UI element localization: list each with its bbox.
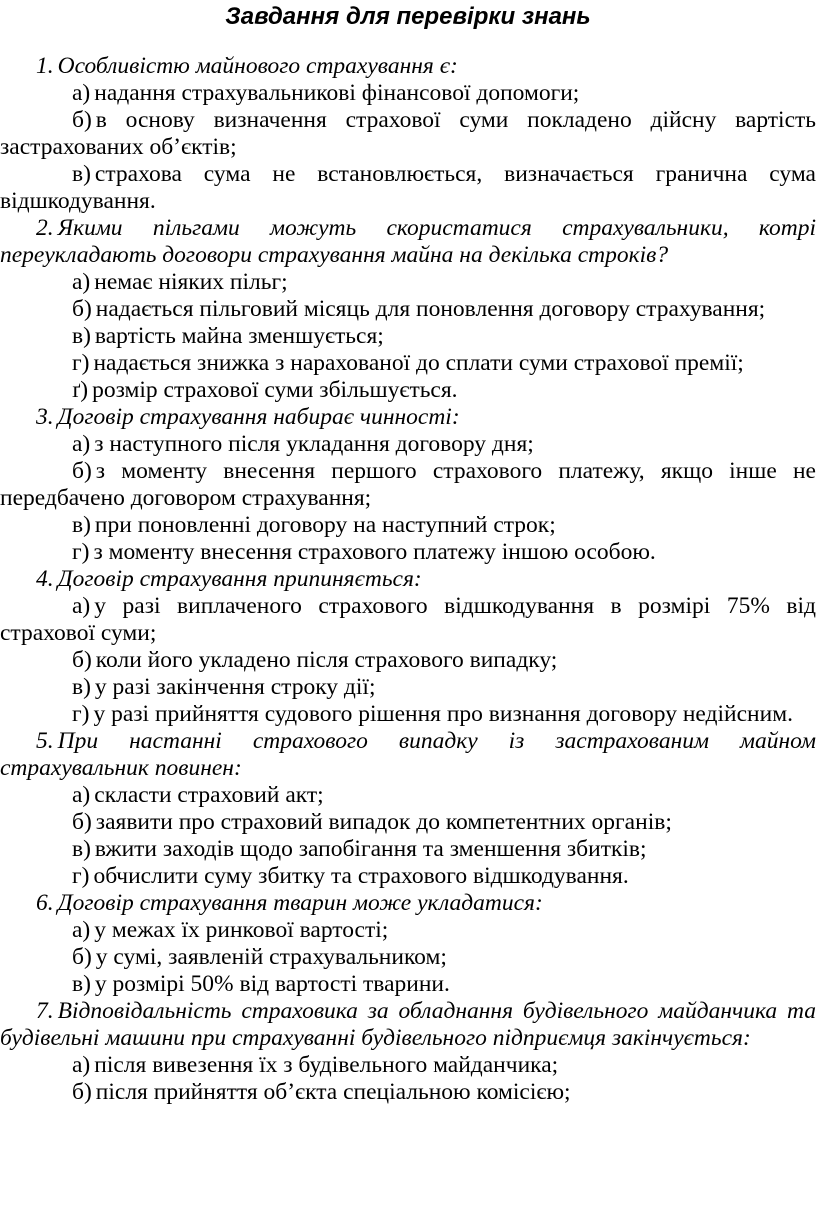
option-5d bbox=[0, 863, 816, 890]
question-5 bbox=[0, 728, 816, 782]
option-text: з моменту внесення першого страхового платежу, якщо інше не передбачено договором страхування; bbox=[0, 458, 816, 511]
question-number: 4. bbox=[36, 566, 54, 592]
option-2b bbox=[0, 296, 816, 323]
question-2 bbox=[0, 215, 816, 269]
option-text: у розмірі 50% від вартості тварини. bbox=[94, 971, 450, 997]
option-letter: б) bbox=[72, 809, 92, 835]
option-letter: а) bbox=[72, 917, 91, 943]
option-text: обчислити суму збитку та страхового відшкодування. bbox=[93, 863, 629, 889]
option-letter: а) bbox=[72, 269, 91, 295]
question-7 bbox=[0, 998, 816, 1052]
page-title: Завдання для перевірки знань bbox=[225, 3, 591, 30]
questions-list bbox=[0, 53, 816, 1106]
option-text: у разі закінчення строку дії; bbox=[94, 674, 376, 700]
option-text: у разі виплаченого страхового відшкодування в розмірі 75% від страхової суми; bbox=[0, 593, 816, 646]
option-3a bbox=[0, 431, 816, 458]
option-3c bbox=[0, 512, 816, 539]
option-5b bbox=[0, 809, 816, 836]
question-number: 5. bbox=[36, 728, 54, 754]
option-6a bbox=[0, 917, 816, 944]
option-7a bbox=[0, 1052, 816, 1079]
question-text: Особливістю майнового страхування є: bbox=[57, 53, 458, 79]
option-4b bbox=[0, 647, 816, 674]
option-letter: г) bbox=[72, 350, 90, 376]
option-letter: а) bbox=[72, 782, 91, 808]
option-text: у разі прийняття судового рішення про визнання договору недійсним. bbox=[93, 701, 793, 727]
option-letter: г) bbox=[72, 701, 90, 727]
option-letter: а) bbox=[72, 431, 91, 457]
question-number: 1. bbox=[36, 53, 54, 79]
question-number: 2. bbox=[36, 215, 54, 241]
option-7b bbox=[0, 1079, 816, 1106]
option-letter: в) bbox=[72, 323, 91, 349]
option-2e bbox=[0, 377, 816, 404]
question-text: Відповідальність страховика за обладнання будівельного майданчика та будівельні машини при страхуванні будівельного підприємця закінчується: bbox=[0, 998, 816, 1051]
question-number: 6. bbox=[36, 890, 54, 916]
option-letter: б) bbox=[72, 944, 92, 970]
question-text: Якими пільгами можуть скористатися страхувальники, котрі переукладають договори страхування майна на декілька строків? bbox=[0, 215, 816, 268]
option-letter: б) bbox=[72, 647, 92, 673]
option-4c bbox=[0, 674, 816, 701]
option-1c bbox=[0, 161, 816, 215]
option-2c bbox=[0, 323, 816, 350]
option-4a bbox=[0, 593, 816, 647]
option-letter: г) bbox=[72, 539, 90, 565]
question-4 bbox=[0, 566, 816, 593]
option-letter: б) bbox=[72, 107, 92, 133]
question-text: Договір страхування набирає чинності: bbox=[57, 404, 460, 430]
option-text: коли його укладено після страхового випадку; bbox=[95, 647, 558, 673]
question-3 bbox=[0, 404, 816, 431]
option-text: після прийняття об’єкта спеціальною комісією; bbox=[95, 1079, 571, 1105]
option-letter: в) bbox=[72, 971, 91, 997]
option-letter: а) bbox=[72, 80, 91, 106]
option-letter: б) bbox=[72, 296, 92, 322]
option-text: надання страхувальникові фінансової допомоги; bbox=[94, 80, 580, 106]
question-text: При настанні страхового випадку із застрахованим майном страхувальник повинен: bbox=[0, 728, 816, 781]
option-letter: б) bbox=[72, 458, 92, 484]
option-text: у межах їх ринкової вартості; bbox=[94, 917, 389, 943]
option-text: з наступного після укладання договору дня; bbox=[94, 431, 534, 457]
option-3b bbox=[0, 458, 816, 512]
option-text: немає ніяких пільг; bbox=[94, 269, 288, 295]
option-text: вжити заходів щодо запобігання та зменшення збитків; bbox=[94, 836, 647, 862]
option-text: з моменту внесення страхового платежу іншою особою. bbox=[93, 539, 656, 565]
option-6b bbox=[0, 944, 816, 971]
option-4d bbox=[0, 701, 816, 728]
option-letter: в) bbox=[72, 836, 91, 862]
option-letter: а) bbox=[72, 593, 91, 619]
option-letter: г) bbox=[72, 863, 90, 889]
option-letter: а) bbox=[72, 1052, 91, 1078]
option-2d bbox=[0, 350, 816, 377]
option-text: надається пільговий місяць для поновлення договору страхування; bbox=[95, 296, 766, 322]
option-letter: б) bbox=[72, 1079, 92, 1105]
option-letter: в) bbox=[72, 161, 91, 187]
option-letter: в) bbox=[72, 512, 91, 538]
option-text: розмір страхової суми збільшується. bbox=[92, 377, 458, 403]
option-5a bbox=[0, 782, 816, 809]
question-1 bbox=[0, 53, 816, 80]
option-text: скласти страховий акт; bbox=[94, 782, 324, 808]
option-letter: ґ) bbox=[72, 377, 89, 403]
option-2a bbox=[0, 269, 816, 296]
question-text: Договір страхування тварин може укладатися: bbox=[57, 890, 543, 916]
question-number: 7. bbox=[36, 998, 54, 1024]
option-text: страхова сума не встановлюється, визначається гранична сума відшкодування. bbox=[0, 161, 816, 214]
option-1b bbox=[0, 107, 816, 161]
option-6c bbox=[0, 971, 816, 998]
question-number: 3. bbox=[36, 404, 54, 430]
question-text: Договір страхування припиняється: bbox=[57, 566, 422, 592]
option-text: при поновленні договору на наступний строк; bbox=[94, 512, 556, 538]
option-text: надається знижка з нарахованої до сплати суми страхової премії; bbox=[93, 350, 744, 376]
option-letter: в) bbox=[72, 674, 91, 700]
option-text: після вивезення їх з будівельного майданчика; bbox=[94, 1052, 559, 1078]
option-5c bbox=[0, 836, 816, 863]
option-3d bbox=[0, 539, 816, 566]
option-text: в основу визначення страхової суми покладено дійсну вартість застрахованих об’єктів; bbox=[0, 107, 816, 160]
option-text: у сумі, заявленій страхувальником; bbox=[95, 944, 447, 970]
option-text: заявити про страховий випадок до компетентних органів; bbox=[95, 809, 672, 835]
option-text: вартість майна зменшується; bbox=[94, 323, 384, 349]
question-6 bbox=[0, 890, 816, 917]
option-1a bbox=[0, 80, 816, 107]
